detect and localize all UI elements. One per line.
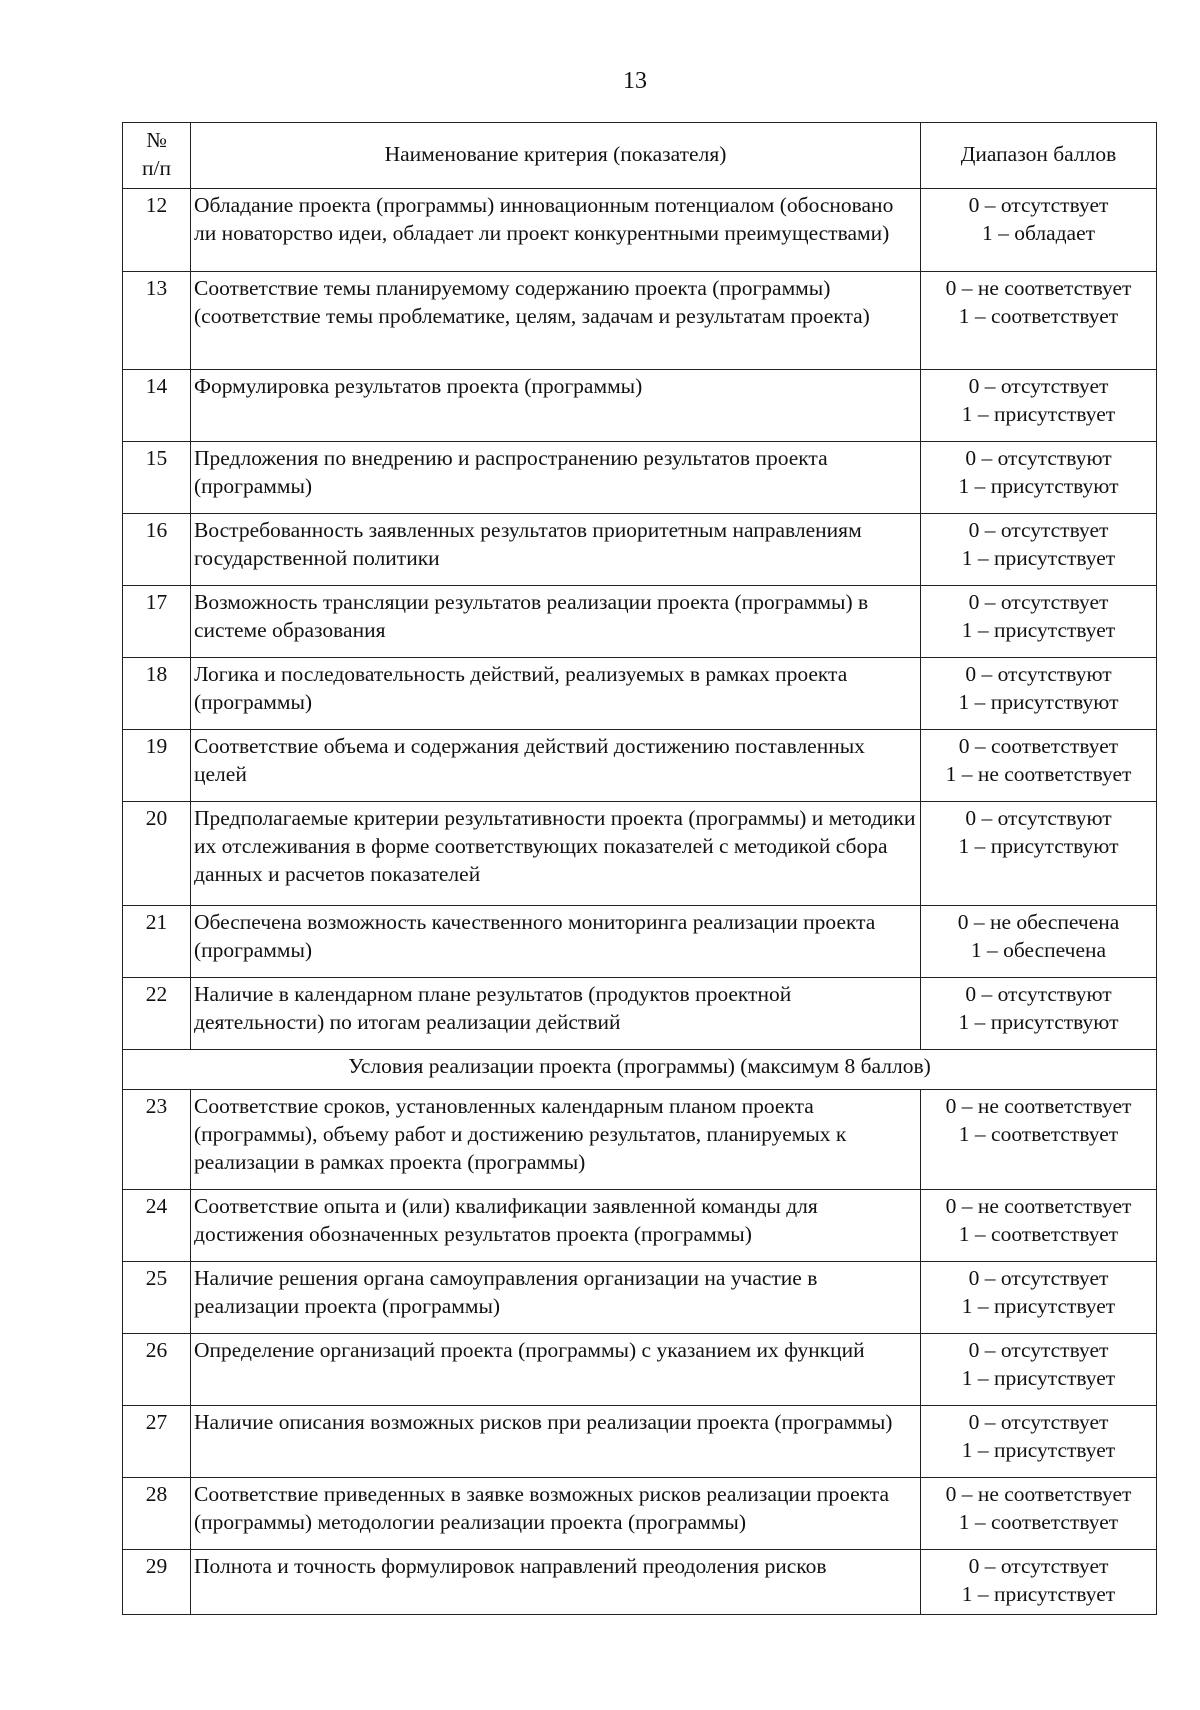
score-option: 1 – присутствуют — [958, 474, 1119, 498]
criterion-name: Наличие описания возможных рисков при реализации проекта (программы) — [191, 1406, 921, 1478]
row-number: 20 — [123, 802, 191, 906]
score-range — [921, 1190, 1157, 1262]
score-option: 0 – не соответствует — [945, 1094, 1132, 1118]
header-number — [123, 123, 191, 189]
score-range — [921, 1090, 1157, 1190]
table-row — [123, 586, 1157, 658]
score-range — [921, 1478, 1157, 1550]
score-option: 0 – не соответствует — [945, 276, 1132, 300]
score-option: 1 – не соответствует — [945, 762, 1132, 786]
header-criterion-name: Наименование критерия (показателя) — [191, 123, 921, 189]
row-number: 27 — [123, 1406, 191, 1478]
score-option: 1 – присутствуют — [958, 690, 1119, 714]
criterion-name: Обеспечена возможность качественного мониторинга реализации проекта (программы) — [191, 906, 921, 978]
score-option: 1 – присутствует — [961, 1366, 1116, 1390]
score-option: 1 – обеспечена — [970, 938, 1107, 962]
table-row — [123, 1090, 1157, 1190]
header-number-abbr: п/п — [142, 155, 171, 180]
score-option: 0 – отсутствует — [968, 518, 1109, 542]
row-number: 28 — [123, 1478, 191, 1550]
row-number: 14 — [123, 370, 191, 442]
score-range — [921, 730, 1157, 802]
score-option: 1 – обладает — [981, 221, 1096, 245]
table-row — [123, 442, 1157, 514]
score-range — [921, 1334, 1157, 1406]
score-option: 1 – присутствуют — [958, 834, 1119, 858]
section-row — [123, 1050, 1157, 1090]
criterion-name: Возможность трансляции результатов реализации проекта (программы) в системе образования — [191, 586, 921, 658]
score-range — [921, 1550, 1157, 1615]
criterion-name: Предполагаемые критерии результативности проекта (программы) и методики их отслеживания в форме соответствующих показателей с методикой сбора данных и расчетов показателей — [191, 802, 921, 906]
row-number: 19 — [123, 730, 191, 802]
score-range — [921, 906, 1157, 978]
criterion-name: Предложения по внедрению и распространению результатов проекта (программы) — [191, 442, 921, 514]
row-number: 12 — [123, 189, 191, 272]
score-option: 0 – отсутствуют — [965, 982, 1112, 1006]
score-range — [921, 586, 1157, 658]
score-option: 1 – присутствует — [961, 546, 1116, 570]
criterion-name: Соответствие темы планируемому содержанию проекта (программы) (соответствие темы проблематике, целям, задачам и результатам проекта) — [191, 272, 921, 370]
score-range — [921, 1262, 1157, 1334]
row-number: 29 — [123, 1550, 191, 1615]
row-number: 25 — [123, 1262, 191, 1334]
score-range — [921, 514, 1157, 586]
score-option: 0 – отсутствует — [968, 193, 1109, 217]
score-option: 0 – отсутствует — [968, 1266, 1109, 1290]
score-option: 0 – отсутствует — [968, 1410, 1109, 1434]
table-row — [123, 272, 1157, 370]
criterion-name: Определение организаций проекта (программы) с указанием их функций — [191, 1334, 921, 1406]
criterion-name: Наличие решения органа самоуправления организации на участие в реализации проекта (программы) — [191, 1262, 921, 1334]
score-option: 1 – присутствует — [961, 618, 1116, 642]
row-number: 18 — [123, 658, 191, 730]
score-option: 1 – присутствует — [961, 402, 1116, 426]
score-option: 1 – соответствует — [958, 1122, 1119, 1146]
table-row — [123, 802, 1157, 906]
table-row — [123, 658, 1157, 730]
score-option: 0 – отсутствуют — [965, 806, 1112, 830]
criterion-name: Наличие в календарном плане результатов (продуктов проектной деятельности) по итогам реализации действий — [191, 978, 921, 1050]
header-score-range: Диапазон баллов — [921, 123, 1157, 189]
row-number: 23 — [123, 1090, 191, 1190]
table-row — [123, 1478, 1157, 1550]
score-option: 0 – не обеспечена — [957, 910, 1120, 934]
page-number: 13 — [623, 68, 647, 94]
score-option: 1 – соответствует — [958, 1510, 1119, 1534]
criterion-name: Востребованность заявленных результатов приоритетным направлениям государственной политики — [191, 514, 921, 586]
score-option: 1 – присутствует — [961, 1294, 1116, 1318]
criterion-name: Обладание проекта (программы) инновационным потенциалом (обосновано ли новаторство идеи, обладает ли проект конкурентными преимуществами) — [191, 189, 921, 272]
table-row — [123, 1406, 1157, 1478]
score-option: 0 – не соответствует — [945, 1482, 1132, 1506]
score-option: 0 – не соответствует — [945, 1194, 1132, 1218]
row-number: 22 — [123, 978, 191, 1050]
row-number: 16 — [123, 514, 191, 586]
score-range — [921, 658, 1157, 730]
score-range — [921, 189, 1157, 272]
row-number: 21 — [123, 906, 191, 978]
score-option: 1 – присутствует — [961, 1438, 1116, 1462]
criterion-name: Логика и последовательность действий, реализуемых в рамках проекта (программы) — [191, 658, 921, 730]
score-option: 0 – отсутствует — [968, 1554, 1109, 1578]
row-number: 15 — [123, 442, 191, 514]
table-header-row — [123, 123, 1157, 189]
table-row — [123, 514, 1157, 586]
score-option: 1 – присутствуют — [958, 1010, 1119, 1034]
row-number: 26 — [123, 1334, 191, 1406]
criterion-name: Соответствие объема и содержания действий достижению поставленных целей — [191, 730, 921, 802]
score-range — [921, 370, 1157, 442]
section-title: Условия реализации проекта (программы) (максимум 8 баллов) — [123, 1050, 1157, 1090]
score-option: 0 – отсутствует — [968, 590, 1109, 614]
table-row — [123, 978, 1157, 1050]
criterion-name: Соответствие опыта и (или) квалификации заявленной команды для достижения обозначенных результатов проекта (программы) — [191, 1190, 921, 1262]
header-number-symbol: № — [146, 127, 167, 152]
criterion-name: Формулировка результатов проекта (программы) — [191, 370, 921, 442]
score-option: 0 – отсутствует — [968, 374, 1109, 398]
score-range — [921, 1406, 1157, 1478]
score-range — [921, 802, 1157, 906]
row-number: 17 — [123, 586, 191, 658]
criteria-table — [122, 122, 1157, 1615]
criterion-name: Полнота и точность формулировок направлений преодоления рисков — [191, 1550, 921, 1615]
table-row — [123, 1262, 1157, 1334]
table-row — [123, 370, 1157, 442]
score-option: 0 – отсутствуют — [965, 662, 1112, 686]
score-option: 0 – соответствует — [958, 734, 1119, 758]
row-number: 13 — [123, 272, 191, 370]
score-option: 0 – отсутствуют — [965, 446, 1112, 470]
table-row — [123, 1550, 1157, 1615]
score-range — [921, 442, 1157, 514]
criterion-name: Соответствие приведенных в заявке возможных рисков реализации проекта (программы) методологии реализации проекта (программы) — [191, 1478, 921, 1550]
table-row — [123, 189, 1157, 272]
row-number: 24 — [123, 1190, 191, 1262]
criterion-name: Соответствие сроков, установленных календарным планом проекта (программы), объему работ и достижению результатов, планируемых к реализации в рамках проекта (программы) — [191, 1090, 921, 1190]
score-option: 0 – отсутствует — [968, 1338, 1109, 1362]
table-row — [123, 1334, 1157, 1406]
score-option: 1 – соответствует — [958, 1222, 1119, 1246]
table-row — [123, 730, 1157, 802]
score-option: 1 – соответствует — [958, 304, 1119, 328]
table-row — [123, 906, 1157, 978]
table-row — [123, 1190, 1157, 1262]
score-range — [921, 978, 1157, 1050]
score-option: 1 – присутствует — [961, 1582, 1116, 1606]
score-range — [921, 272, 1157, 370]
